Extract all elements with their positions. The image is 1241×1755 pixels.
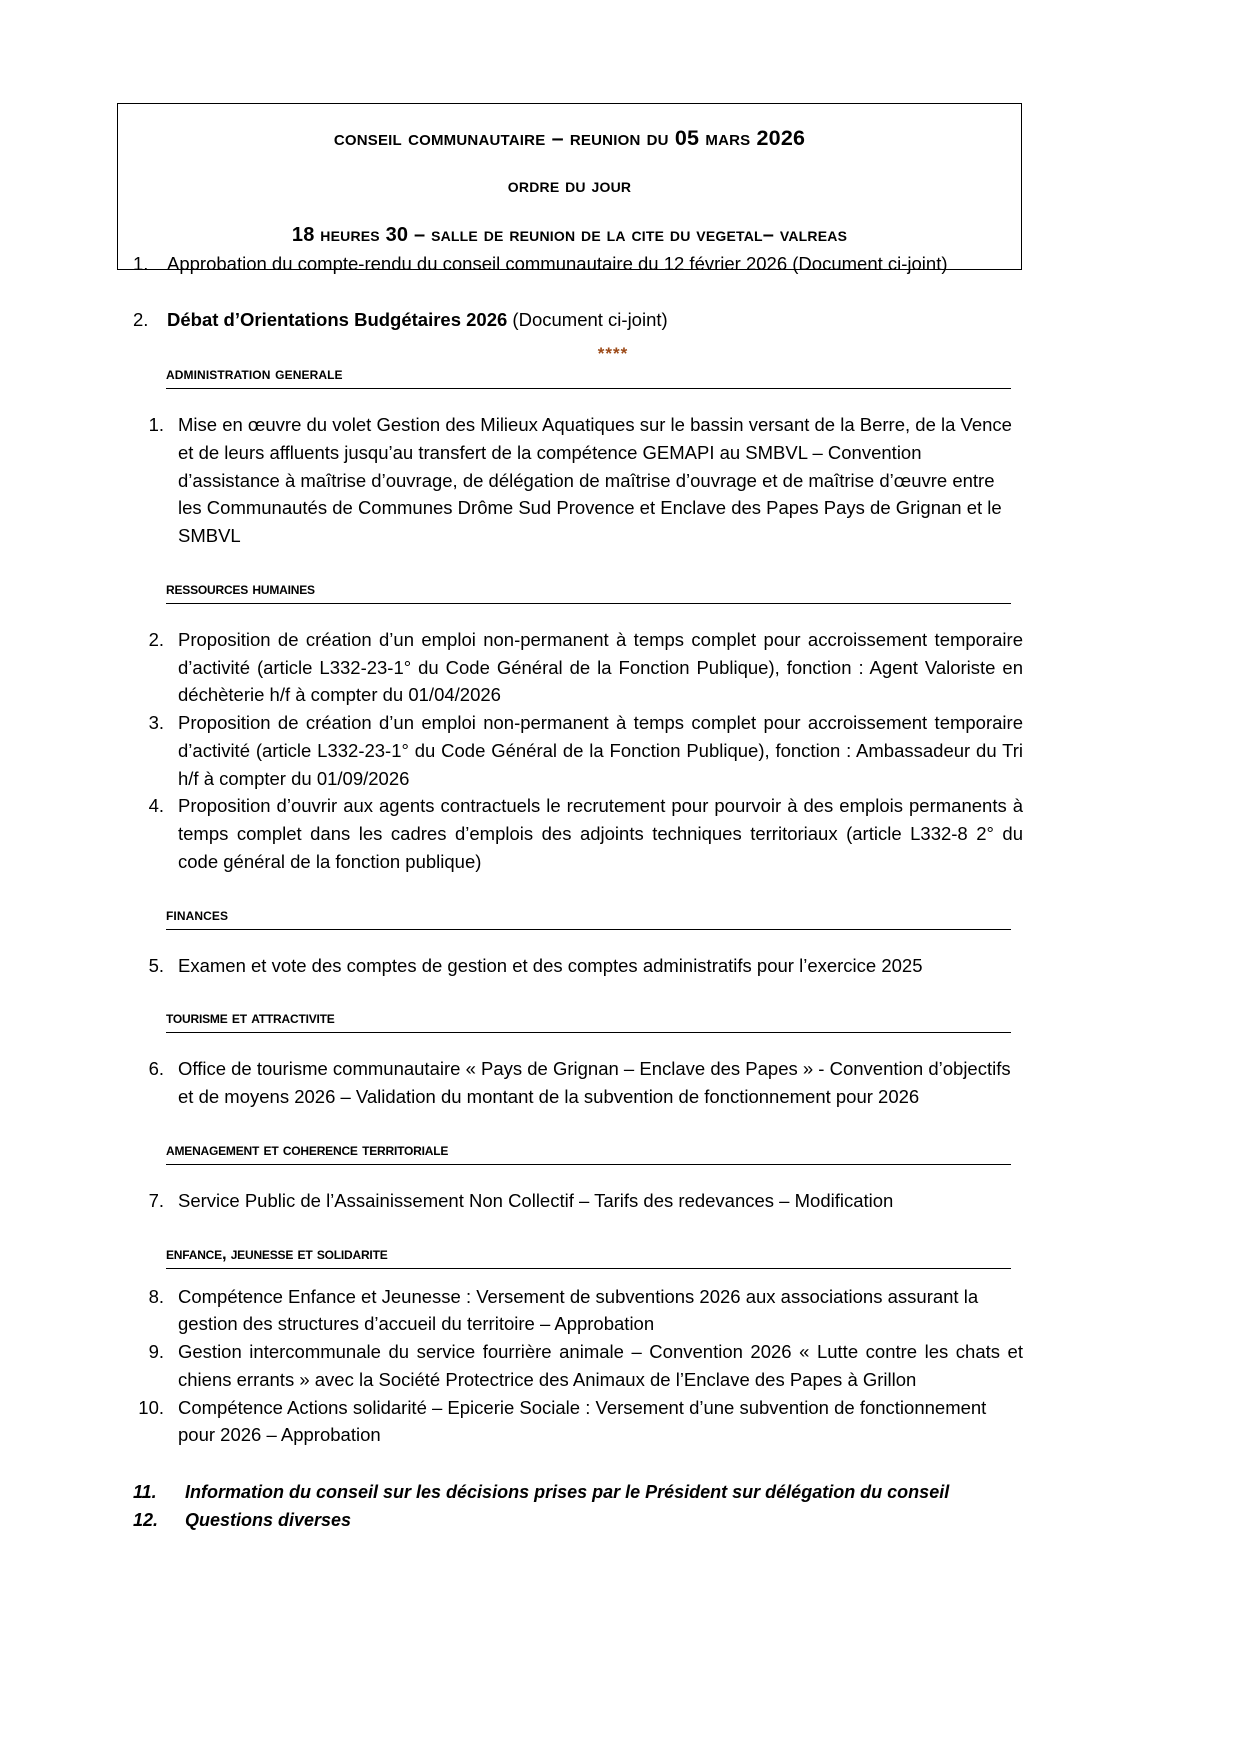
item-text: Mise en œuvre du volet Gestion des Milieux Aquatiques sur le bassin versant de la Berre, de la Vence et de leurs affluents jusqu’au transfert de la compétence GEMAPI au SMBVL – Convention d’assistance à maîtrise d’ouvrage, de délégation de maîtrise d’ouvrage et de maîtrise d’œuvre entre les Communautés de Communes Drôme Sud Provence et Enclave des Papes Pays de Grignan et le SMBVL bbox=[178, 414, 1012, 546]
item-number: 9. bbox=[148, 1341, 164, 1362]
header-title-line: conseil communautaire – reunion du 05 mars 2026 bbox=[333, 126, 806, 150]
section-items bbox=[133, 1055, 1023, 1111]
section-heading: finances bbox=[166, 906, 1011, 930]
section-items bbox=[133, 952, 1023, 980]
list-item bbox=[133, 626, 1023, 709]
item-number: 2. bbox=[148, 628, 164, 650]
section-finances bbox=[133, 906, 1023, 980]
list-item bbox=[133, 1338, 1023, 1394]
item-number: 12. bbox=[133, 1509, 159, 1530]
section-heading: tourisme et attractivite bbox=[166, 1009, 1011, 1033]
item-text: Proposition d’ouvrir aux agents contractuels le recrutement pour pourvoir à des emplois permanents à temps complet dans les cadres d’emplois des adjoints techniques territoriaux (article L332-8 2° du code général de la fonction publique) bbox=[178, 795, 1023, 872]
section-items bbox=[133, 1187, 1023, 1215]
list-item bbox=[133, 1187, 1023, 1215]
section-ressources-humaines bbox=[133, 580, 1023, 876]
item-number: 8. bbox=[148, 1285, 164, 1307]
section-tourisme-attractivite bbox=[133, 1009, 1023, 1111]
item-number: 7. bbox=[148, 1189, 164, 1211]
section-separator-asterisks: **** bbox=[597, 343, 629, 363]
list-item bbox=[133, 1479, 1023, 1507]
section-heading: amenagement et coherence territoriale bbox=[166, 1141, 1011, 1165]
item-text: Service Public de l’Assainissement Non Collectif – Tarifs des redevances – Modification bbox=[178, 1189, 894, 1211]
item-number: 3. bbox=[148, 712, 164, 733]
list-item bbox=[133, 1055, 1023, 1111]
item-number: 10. bbox=[138, 1396, 164, 1418]
closing-items-list bbox=[133, 1479, 1023, 1535]
list-item bbox=[133, 250, 1023, 278]
item-text: Questions diverses bbox=[185, 1509, 352, 1530]
list-item bbox=[133, 792, 1023, 875]
meeting-header-box bbox=[117, 103, 1022, 270]
item-text bbox=[167, 306, 1023, 334]
item-text: Information du conseil sur les décisions prises par le Président sur délégation du conseil bbox=[185, 1482, 950, 1502]
section-items bbox=[133, 626, 1023, 876]
list-item bbox=[133, 1507, 1023, 1535]
header-venue-line: 18 heures 30 – salle de reunion de la cite du vegetal– valreas bbox=[291, 224, 848, 246]
item-number: 5. bbox=[148, 954, 164, 976]
section-heading: ressources humaines bbox=[166, 580, 1011, 604]
item-text: Gestion intercommunale du service fourrière animale – Convention 2026 « Lutte contre les chats et chiens errants » avec la Société Protectrice des Animaux de l’Enclave des Papes à Grillon bbox=[178, 1341, 1023, 1390]
item-text: Examen et vote des comptes de gestion et des comptes administratifs pour l’exercice 2025 bbox=[178, 954, 923, 976]
section-heading: enfance, jeunesse et solidarite bbox=[166, 1245, 1011, 1269]
section-items bbox=[133, 1283, 1023, 1450]
list-item bbox=[133, 411, 1023, 550]
section-items bbox=[133, 411, 1023, 550]
item-text: Proposition de création d’un emploi non-permanent à temps complet pour accroissement temporaire d’activité (article L332-23-1° du Code Général de la Fonction Publique), fonction : Ambassadeur du Tri h/f à compter du 01/09/2026 bbox=[178, 712, 1023, 789]
item-number: 11. bbox=[133, 1482, 157, 1502]
list-item bbox=[133, 306, 1023, 334]
list-item bbox=[133, 952, 1023, 980]
item-text: Approbation du compte-rendu du conseil communautaire du 12 février 2026 (Document ci-joint) bbox=[167, 253, 948, 274]
item-number: 1. bbox=[133, 253, 149, 274]
item-text: Compétence Enfance et Jeunesse : Versement de subventions 2026 aux associations assurant la gestion des structures d’accueil du territoire – Approbation bbox=[178, 1285, 979, 1335]
preliminary-items-list bbox=[133, 250, 1023, 364]
list-item bbox=[133, 1394, 1023, 1450]
item-number: 2. bbox=[133, 308, 149, 330]
section-enfance-jeunesse-solidarite bbox=[133, 1245, 1023, 1450]
item-text-regular: (Document ci-joint) bbox=[507, 308, 668, 330]
list-item bbox=[133, 709, 1023, 792]
item-text-bold: Débat d’Orientations Budgétaires 2026 bbox=[167, 308, 508, 330]
section-amenagement-coherence-territoriale bbox=[133, 1141, 1023, 1215]
item-number: 1. bbox=[148, 414, 164, 435]
item-text: Proposition de création d’un emploi non-permanent à temps complet pour accroissement temporaire d’activité (article L332-23-1° du Code Général de la Fonction Publique), fonction : Agent Valoriste en déchèterie h/f à compter du 01/04/2026 bbox=[178, 628, 1023, 706]
item-text: Compétence Actions solidarité – Epicerie Sociale : Versement d’une subvention de fonctionnement pour 2026 – Approbation bbox=[178, 1396, 987, 1446]
header-subtitle-line: ordre du jour bbox=[507, 175, 632, 197]
list-item bbox=[133, 1283, 1023, 1339]
section-administration-generale bbox=[133, 365, 1023, 550]
section-heading: administration generale bbox=[166, 365, 1011, 389]
item-number: 6. bbox=[148, 1058, 164, 1080]
item-number: 4. bbox=[148, 795, 164, 817]
item-text: Office de tourisme communautaire « Pays de Grignan – Enclave des Papes » - Convention d’objectifs et de moyens 2026 – Validation du montant de la subvention de fonctionnement pour 2026 bbox=[178, 1058, 1011, 1107]
agenda-sections bbox=[133, 365, 1023, 1535]
